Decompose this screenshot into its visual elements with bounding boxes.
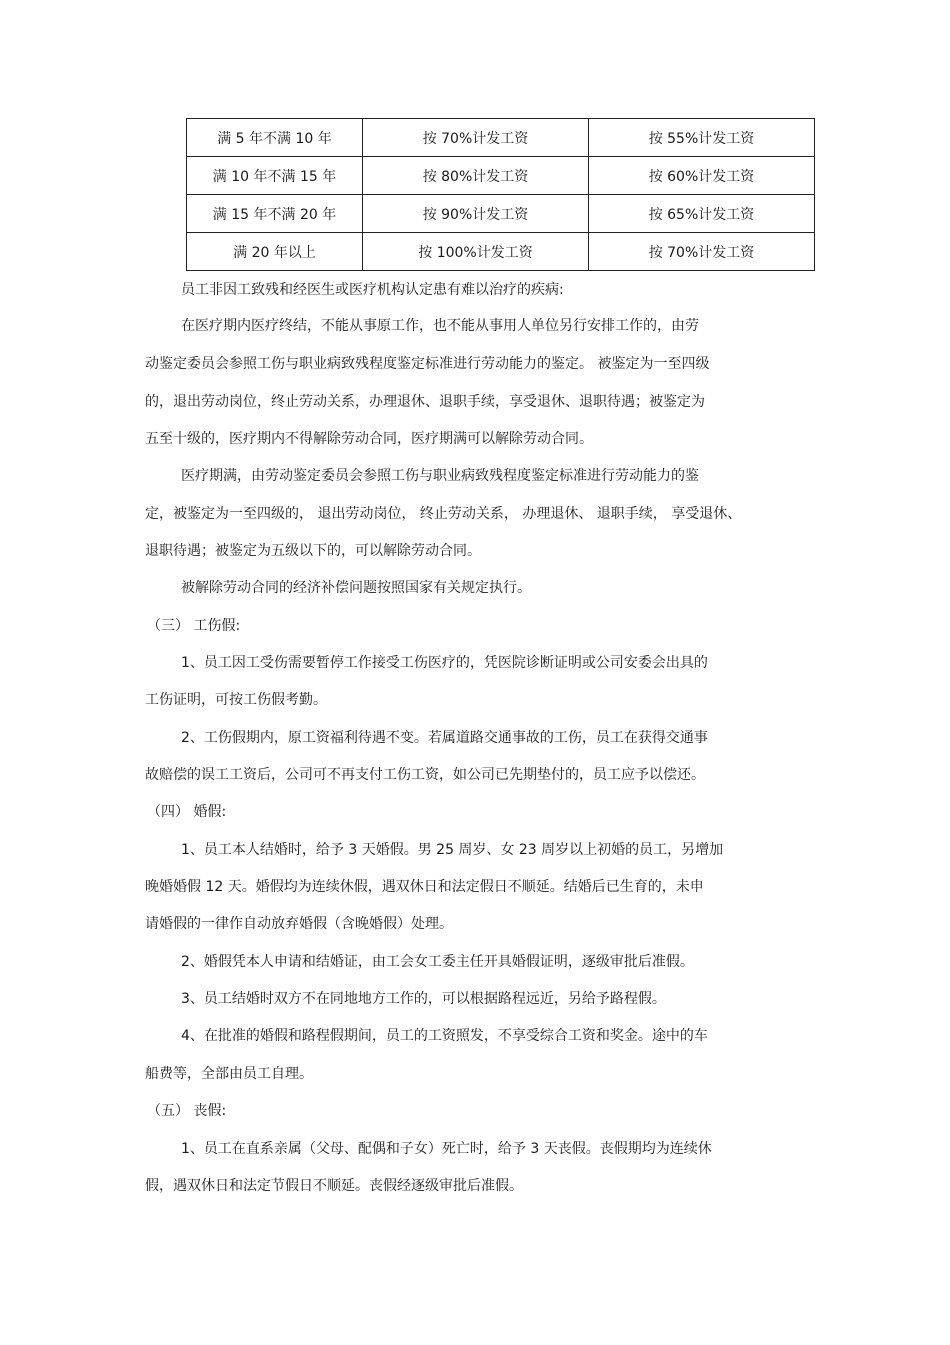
text-line: 五至十级的，医疗期内不得解除劳动合同，医疗期满可以解除劳动合同。 [145, 431, 593, 447]
text-line: 3、员工结婚时双方不在同地地方工作的，可以根据路程远近，另给予路程假。 [181, 991, 666, 1007]
table-cell: 按 70%计发工资 [363, 119, 589, 157]
table-row [187, 119, 815, 157]
table-cell: 按 80%计发工资 [363, 157, 589, 195]
text-line: 晚婚婚假 12 天。婚假均为连续休假，遇双休日和法定假日不顺延。结婚后已生育的，未申 [145, 879, 704, 895]
text-line: 动鉴定委员会参照工伤与职业病致残程度鉴定标准进行劳动能力的鉴定。 被鉴定为一至四级 [145, 356, 710, 372]
table-cell: 按 65%计发工资 [589, 195, 815, 233]
table-cell: 按 60%计发工资 [589, 157, 815, 195]
table-cell: 满 15 年不满 20 年 [187, 195, 363, 233]
text-line: 故赔偿的误工工资后，公司可不再支付工伤工资，如公司已先期垫付的，员工应予以偿还。 [145, 767, 705, 783]
text-line: 船费等，全部由员工自理。 [145, 1066, 313, 1082]
text-line: 被解除劳动合同的经济补偿问题按照国家有关规定执行。 [181, 580, 531, 596]
text-line: 工伤证明，可按工伤假考勤。 [145, 692, 327, 708]
table-cell: 按 55%计发工资 [589, 119, 815, 157]
text-line: 的，退出劳动岗位，终止劳动关系，办理退休、退职手续，享受退休、退职待遇；被鉴定为 [145, 394, 705, 410]
text-line: 请婚假的一律作自动放弃婚假（含晚婚假）处理。 [145, 916, 453, 932]
table-cell: 按 70%计发工资 [589, 233, 815, 271]
text-line: 1、员工本人结婚时，给予 3 天婚假。男 25 周岁、女 23 周岁以上初婚的员工，另增加 [181, 842, 724, 858]
section-heading: （五） 丧假: [147, 1103, 227, 1119]
text-line: 1、员工因工受伤需要暂停工作接受工伤医疗的，凭医院诊断证明或公司安委会出具的 [181, 655, 708, 671]
text-line: 假，遇双休日和法定节假日不顺延。丧假经逐级审批后准假。 [145, 1178, 523, 1194]
table-row [187, 157, 815, 195]
text-line: 4、在批准的婚假和路程假期间，员工的工资照发，不享受综合工资和奖金。途中的车 [181, 1028, 708, 1044]
text-line: 医疗期满，由劳动鉴定委员会参照工伤与职业病致残程度鉴定标准进行劳动能力的鉴 [181, 468, 699, 484]
table-cell: 满 20 年以上 [187, 233, 363, 271]
table-cell: 满 5 年不满 10 年 [187, 119, 363, 157]
table-cell: 满 10 年不满 15 年 [187, 157, 363, 195]
text-line: 定，被鉴定为一至四级的， 退出劳动岗位， 终止劳动关系， 办理退休、 退职手续， 享受退休、 [145, 506, 742, 522]
text-line: 2、工伤假期内，原工资福利待遇不变。若属道路交通事故的工伤，员工在获得交通事 [181, 730, 708, 746]
table-row [187, 195, 815, 233]
section-heading: （四） 婚假: [147, 804, 227, 820]
table-cell: 按 100%计发工资 [363, 233, 589, 271]
text-line: 2、婚假凭本人申请和结婚证，由工会女工委主任开具婚假证明，逐级审批后准假。 [181, 954, 694, 970]
table-row [187, 233, 815, 271]
text-line: 1、员工在直系亲属（父母、配偶和子女）死亡时，给予 3 天丧假。丧假期均为连续休 [181, 1141, 712, 1157]
table-cell: 按 90%计发工资 [363, 195, 589, 233]
text-line: 员工非因工致残和经医生或医疗机构认定患有难以治疗的疾病: [181, 282, 564, 298]
text-line: 在医疗期内医疗终结，不能从事原工作，也不能从事用人单位另行安排工作的，由劳 [181, 318, 699, 334]
section-heading: （三） 工伤假: [147, 618, 241, 634]
salary-table [186, 118, 815, 271]
text-line: 退职待遇；被鉴定为五级以下的，可以解除劳动合同。 [145, 543, 481, 559]
